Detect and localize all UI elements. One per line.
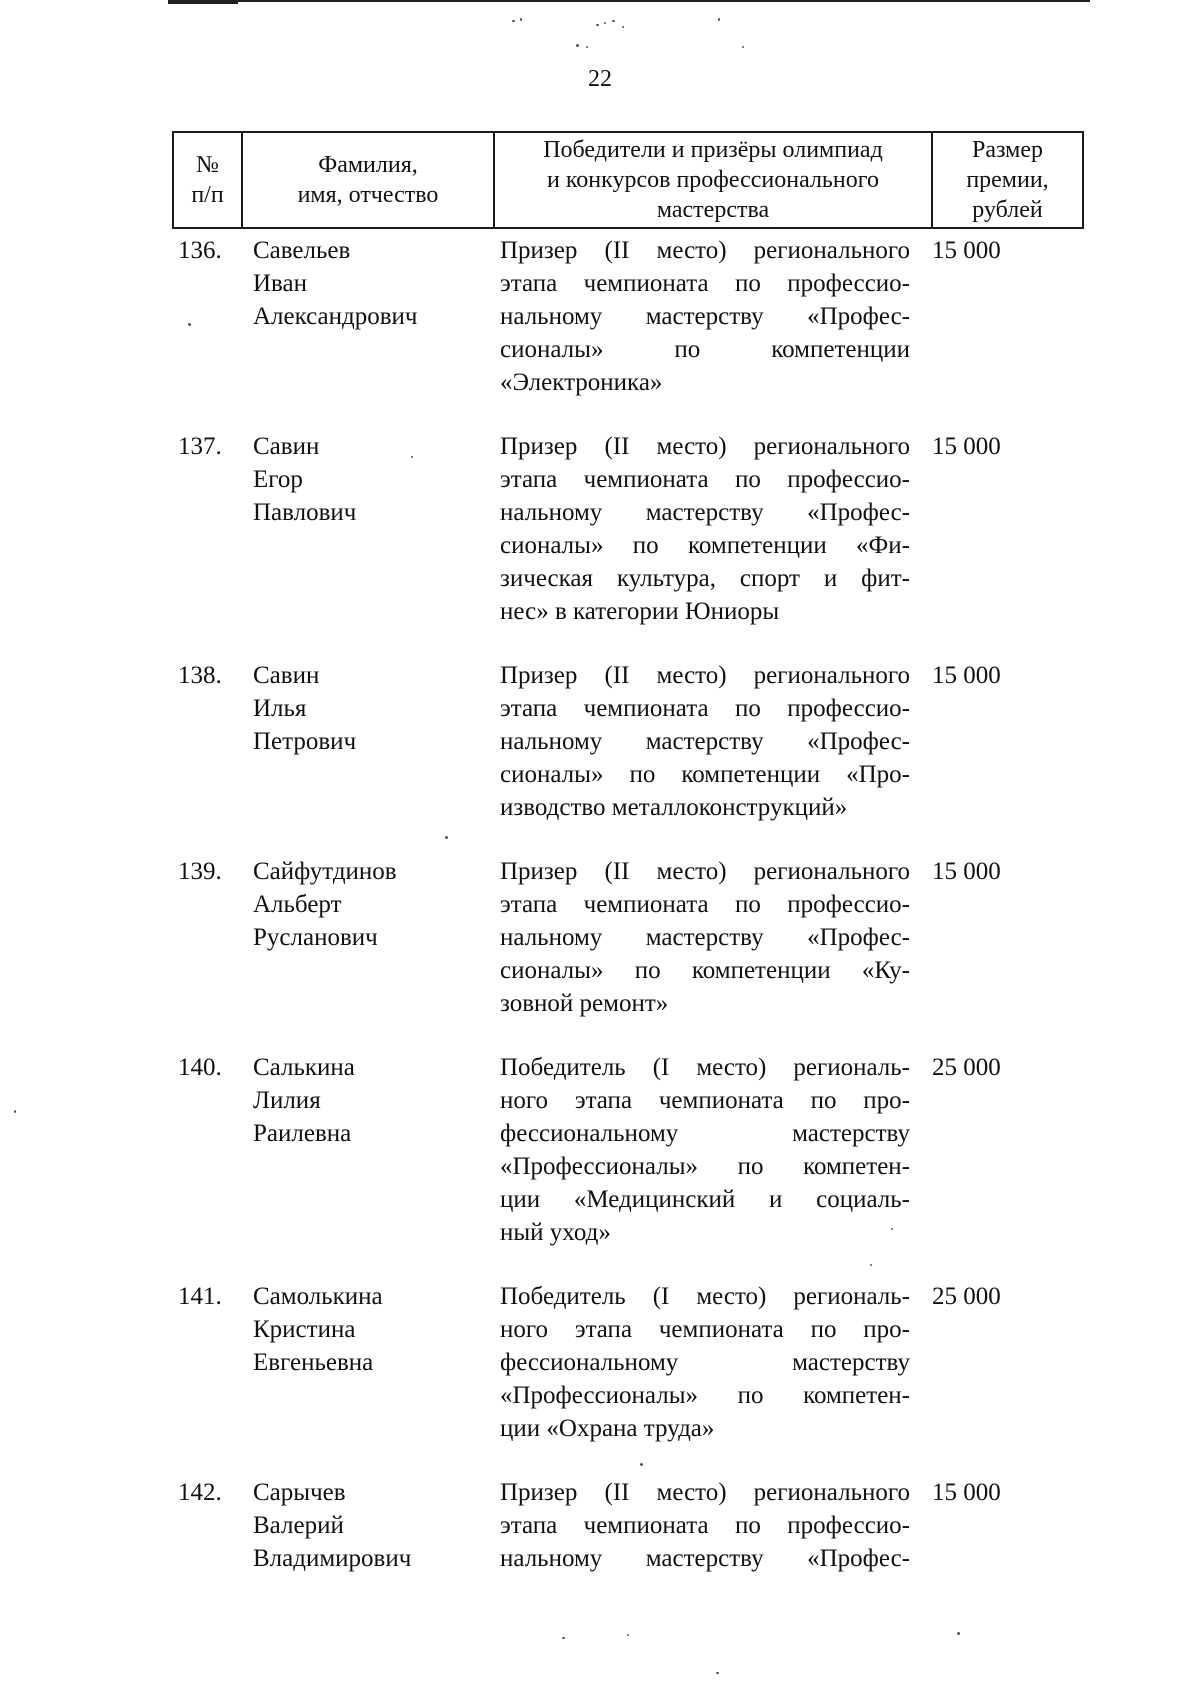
first-name: Лилия	[253, 1087, 321, 1114]
achievement-description	[500, 1051, 910, 1249]
row-number: 138.	[178, 662, 222, 689]
first-name: Кристина	[253, 1316, 356, 1343]
description-line: Победитель (I место) региональ-	[500, 1054, 910, 1081]
description-line: Победитель (I место) региональ-	[500, 1283, 910, 1310]
description-line: нальному мастерству «Профес-	[500, 728, 910, 755]
first-name: Егор	[253, 466, 303, 493]
description-line: сионалы» по компетенции «Фи-	[500, 532, 910, 559]
first-name: Валерий	[253, 1512, 344, 1539]
bonus-amount: 25 000	[932, 1054, 1001, 1081]
first-name: Иван	[253, 270, 308, 297]
surname: Савин	[253, 662, 320, 689]
bonus-amount: 15 000	[932, 237, 1001, 264]
row-number: 136.	[178, 237, 222, 264]
description-line: Призер (II место) регионального	[500, 858, 910, 885]
description-line: зовной ремонт»	[500, 990, 669, 1017]
patronymic: Петрович	[253, 728, 357, 755]
description-line: ного этапа чемпионата по про-	[500, 1316, 910, 1343]
description-line: зическая культура, спорт и фит-	[500, 565, 910, 592]
description-line: ции «Медицинский и социаль-	[500, 1186, 910, 1213]
description-line: этапа чемпионата по профессио-	[500, 270, 910, 297]
description-line: Призер (II место) регионального	[500, 662, 910, 689]
patronymic: Александрович	[253, 303, 418, 330]
description-line: нальному мастерству «Профес-	[500, 303, 910, 330]
header-description-column: Победители и призёры олимпиад и конкурсов профессионального мастерства	[495, 133, 933, 227]
surname: Савельев	[253, 237, 351, 264]
row-number: 142.	[178, 1479, 222, 1506]
description-line: ный уход»	[500, 1219, 611, 1246]
description-line: фессиональному мастерству	[500, 1120, 910, 1147]
description-line: нальному мастерству «Профес-	[500, 924, 910, 951]
person-name	[253, 430, 483, 529]
person-name	[253, 1476, 483, 1575]
person-name	[253, 234, 483, 333]
patronymic: Раилевна	[253, 1120, 352, 1147]
description-line: Призер (II место) регионального	[500, 237, 910, 264]
bonus-amount: 15 000	[932, 433, 1001, 460]
bonus-amount: 15 000	[932, 1479, 1001, 1506]
achievement-description	[500, 1280, 910, 1445]
surname: Сарычев	[253, 1479, 346, 1506]
top-border-line-thick	[168, 0, 238, 4]
description-line: этапа чемпионата по профессио-	[500, 891, 910, 918]
description-line: «Профессионалы» по компетен-	[500, 1153, 910, 1180]
header-name-column: Фамилия, имя, отчество	[243, 133, 495, 227]
surname: Салькина	[253, 1054, 355, 1081]
achievement-description	[500, 1476, 910, 1575]
description-line: «Профессионалы» по компетен-	[500, 1382, 910, 1409]
description-line: изводство металлоконструкций»	[500, 794, 848, 821]
first-name: Илья	[253, 695, 307, 722]
row-number: 140.	[178, 1054, 222, 1081]
description-line: «Электроника»	[500, 369, 663, 396]
achievement-description	[500, 659, 910, 824]
row-number: 139.	[178, 858, 222, 885]
surname: Сайфутдинов	[253, 858, 397, 885]
achievement-description	[500, 430, 910, 628]
description-line: Призер (II место) регионального	[500, 433, 910, 460]
person-name	[253, 855, 483, 954]
person-name	[253, 1280, 483, 1379]
person-name	[253, 1051, 483, 1150]
description-line: нальному мастерству «Профес-	[500, 1545, 910, 1572]
person-name	[253, 659, 483, 758]
row-number: 137.	[178, 433, 222, 460]
patronymic: Русланович	[253, 924, 378, 951]
description-line: нальному мастерству «Профес-	[500, 499, 910, 526]
description-line: фессиональному мастерству	[500, 1349, 910, 1376]
patronymic: Евгеньевна	[253, 1349, 374, 1376]
description-line: сионалы» по компетенции	[500, 336, 910, 363]
first-name: Альберт	[253, 891, 342, 918]
header-number-column: № п/п	[174, 133, 243, 227]
patronymic: Павлович	[253, 499, 357, 526]
description-line: сионалы» по компетенции «Ку-	[500, 957, 910, 984]
description-line: ного этапа чемпионата по про-	[500, 1087, 910, 1114]
surname: Савин	[253, 433, 320, 460]
achievement-description	[500, 234, 910, 399]
patronymic: Владимирович	[253, 1545, 412, 1572]
surname: Самолькина	[253, 1283, 383, 1310]
row-number: 141.	[178, 1283, 222, 1310]
description-line: нес» в категории Юниоры	[500, 598, 780, 625]
achievement-description	[500, 855, 910, 1020]
description-line: Призер (II место) регионального	[500, 1479, 910, 1506]
bonus-amount: 15 000	[932, 858, 1001, 885]
description-line: этапа чемпионата по профессио-	[500, 1512, 910, 1539]
description-line: ции «Охрана труда»	[500, 1415, 715, 1442]
page-number: 22	[588, 66, 612, 92]
description-line: сионалы» по компетенции «Про-	[500, 761, 910, 788]
header-amount-column: Размер премии, рублей	[966, 137, 1049, 223]
bonus-amount: 25 000	[932, 1283, 1001, 1310]
description-line: этапа чемпионата по профессио-	[500, 695, 910, 722]
bonus-amount: 15 000	[932, 662, 1001, 689]
table-header	[172, 131, 1084, 229]
description-line: этапа чемпионата по профессио-	[500, 466, 910, 493]
top-border-line	[168, 0, 1090, 2]
